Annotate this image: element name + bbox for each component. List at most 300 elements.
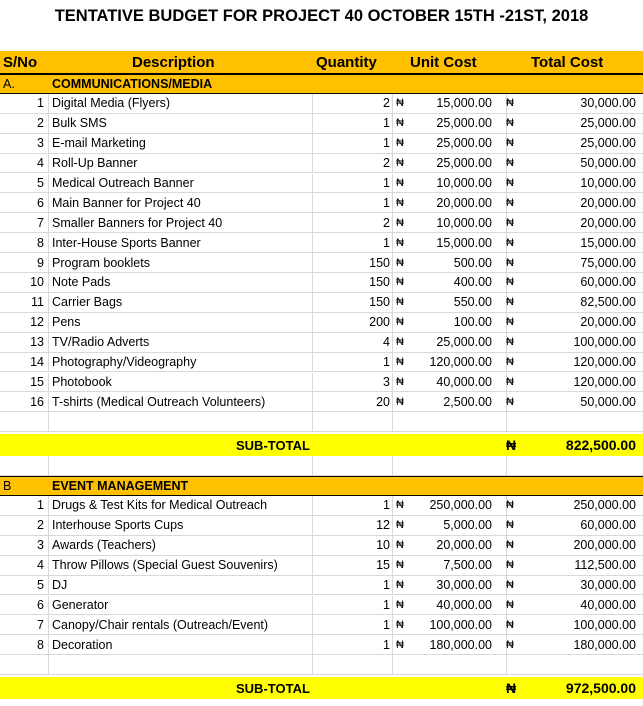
grid-line: [392, 273, 393, 292]
grid-line: [392, 213, 393, 232]
cell-total-cost[interactable]: 10,000.00: [580, 175, 636, 190]
table-row: [0, 293, 643, 313]
grid-line: [312, 174, 313, 193]
grid-line: [392, 333, 393, 352]
grid-line: [312, 233, 313, 252]
grid-line: [48, 412, 49, 431]
cell-unit-cost[interactable]: 25,000.00: [436, 116, 492, 131]
table-row: [0, 353, 643, 373]
currency-symbol: ₦: [506, 97, 514, 110]
currency-symbol: ₦: [396, 216, 404, 229]
grid-line: [48, 536, 49, 555]
cell-unit-cost[interactable]: 180,000.00: [429, 637, 492, 652]
cell-quantity[interactable]: 150: [369, 295, 390, 310]
grid-line: [48, 114, 49, 133]
cell-sno[interactable]: 2: [37, 518, 44, 533]
currency-symbol: ₦: [396, 618, 404, 631]
cell-total-cost[interactable]: 100,000.00: [573, 617, 636, 632]
section-header-row: [0, 476, 643, 496]
grid-line: [312, 193, 313, 212]
cell-total-cost[interactable]: 75,000.00: [580, 255, 636, 270]
cell-sno[interactable]: 14: [30, 355, 44, 370]
currency-symbol: ₦: [396, 157, 404, 170]
currency-symbol: ₦: [506, 196, 514, 209]
grid-line: [48, 174, 49, 193]
currency-symbol: ₦: [396, 375, 404, 388]
grid-line: [48, 233, 49, 252]
grid-line: [312, 655, 313, 674]
currency-symbol: ₦: [396, 395, 404, 408]
cell-quantity[interactable]: 1: [383, 355, 390, 370]
cell-quantity[interactable]: 1: [383, 637, 390, 652]
grid-line: [506, 456, 507, 475]
cell-total-cost[interactable]: 60,000.00: [580, 518, 636, 533]
currency-symbol: ₦: [506, 316, 514, 329]
grid-line: [312, 516, 313, 535]
subtotal-row: [0, 677, 643, 699]
cell-description[interactable]: Canopy/Chair rentals (Outreach/Event): [52, 617, 269, 632]
cell-sno[interactable]: 7: [37, 617, 44, 632]
currency-symbol: ₦: [396, 598, 404, 611]
grid-line: [312, 94, 313, 113]
table-row: [0, 373, 643, 393]
table-row: [0, 94, 643, 114]
grid-line: [312, 353, 313, 372]
grid-line: [392, 516, 393, 535]
cell-unit-cost[interactable]: 100.00: [453, 315, 492, 330]
currency-symbol: ₦: [506, 236, 514, 249]
grid-line: [312, 635, 313, 654]
grid-line: [48, 615, 49, 634]
currency-symbol: ₦: [506, 519, 514, 532]
cell-total-cost[interactable]: 20,000.00: [580, 195, 636, 210]
cell-sno[interactable]: 5: [37, 578, 44, 593]
cell-total-cost[interactable]: 82,500.00: [580, 295, 636, 310]
cell-description[interactable]: Photography/Videography: [52, 355, 197, 370]
grid-line: [392, 313, 393, 332]
grid-line: [392, 412, 393, 431]
grid-line: [312, 114, 313, 133]
table-row: [0, 576, 643, 596]
table-row: [0, 233, 643, 253]
cell-total-cost[interactable]: 15,000.00: [580, 235, 636, 250]
currency-symbol: ₦: [396, 539, 404, 552]
cell-sno[interactable]: 10: [30, 275, 44, 290]
table-row: [0, 536, 643, 556]
grid-line: [48, 373, 49, 392]
cell-unit-cost[interactable]: 20,000.00: [436, 538, 492, 553]
cell-total-cost[interactable]: 120,000.00: [573, 355, 636, 370]
cell-total-cost[interactable]: 250,000.00: [573, 498, 636, 513]
grid-line: [48, 213, 49, 232]
currency-symbol: ₦: [506, 296, 514, 309]
cell-total-cost[interactable]: 30,000.00: [580, 96, 636, 111]
grid-line: [48, 456, 49, 475]
cell-unit-cost[interactable]: 7,500.00: [443, 558, 492, 573]
section-name[interactable]: COMMUNICATIONS/MEDIA: [52, 76, 213, 91]
cell-unit-cost[interactable]: 40,000.00: [436, 374, 492, 389]
cell-unit-cost[interactable]: 250,000.00: [429, 498, 492, 513]
cell-quantity[interactable]: 12: [376, 518, 390, 533]
table-row: [0, 333, 643, 353]
grid-line: [312, 273, 313, 292]
cell-total-cost[interactable]: 180,000.00: [573, 637, 636, 652]
grid-line: [48, 193, 49, 212]
cell-sno[interactable]: 5: [37, 175, 44, 190]
currency-symbol: ₦: [506, 256, 514, 269]
grid-line: [312, 412, 313, 431]
cell-sno[interactable]: 4: [37, 156, 44, 171]
cell-sno[interactable]: 11: [31, 295, 44, 310]
cell-unit-cost[interactable]: 15,000.00: [436, 96, 492, 111]
cell-sno[interactable]: 16: [30, 394, 44, 409]
cell-total-cost[interactable]: 60,000.00: [580, 275, 636, 290]
grid-line: [48, 576, 49, 595]
currency-symbol: ₦: [396, 519, 404, 532]
cell-unit-cost[interactable]: 500.00: [453, 255, 492, 270]
currency-symbol: ₦: [396, 296, 404, 309]
cell-unit-cost[interactable]: 2,500.00: [443, 394, 492, 409]
grid-line: [48, 556, 49, 575]
grid-line: [392, 655, 393, 674]
grid-line: [48, 655, 49, 674]
cell-unit-cost[interactable]: 400.00: [453, 275, 492, 290]
currency-symbol: ₦: [506, 598, 514, 611]
currency-symbol: ₦: [506, 437, 517, 454]
cell-sno[interactable]: 7: [37, 215, 44, 230]
grid-line: [392, 233, 393, 252]
grid-line: [392, 114, 393, 133]
grid-line: [392, 615, 393, 634]
currency-symbol: ₦: [396, 638, 404, 651]
grid-line: [48, 496, 49, 515]
currency-symbol: ₦: [506, 499, 514, 512]
grid-line: [392, 373, 393, 392]
grid-line: [312, 456, 313, 475]
currency-symbol: ₦: [396, 256, 404, 269]
grid-line: [506, 655, 507, 674]
cell-description[interactable]: Interhouse Sports Cups: [52, 518, 184, 533]
subtotal-value[interactable]: 822,500.00: [565, 437, 636, 454]
currency-symbol: ₦: [506, 117, 514, 130]
cell-description[interactable]: Medical Outreach Banner: [52, 175, 194, 190]
header-description[interactable]: Description: [132, 53, 215, 71]
grid-line: [392, 576, 393, 595]
currency-symbol: ₦: [396, 499, 404, 512]
grid-line: [48, 333, 49, 352]
cell-unit-cost[interactable]: 100,000.00: [429, 617, 492, 632]
cell-description[interactable]: TV/Radio Adverts: [52, 335, 150, 350]
grid-line: [312, 536, 313, 555]
table-row: [0, 253, 643, 273]
currency-symbol: ₦: [506, 579, 514, 592]
cell-description[interactable]: Photobook: [52, 374, 112, 389]
cell-quantity[interactable]: 2: [383, 96, 390, 111]
grid-line: [48, 134, 49, 153]
cell-total-cost[interactable]: 40,000.00: [580, 597, 636, 612]
cell-unit-cost[interactable]: 25,000.00: [436, 156, 492, 171]
cell-sno[interactable]: 13: [30, 335, 44, 350]
grid-line: [48, 392, 49, 411]
grid-line: [48, 596, 49, 615]
cell-quantity[interactable]: 4: [383, 335, 390, 350]
cell-description[interactable]: Inter-House Sports Banner: [52, 235, 201, 250]
cell-sno[interactable]: 2: [37, 116, 44, 131]
cell-sno[interactable]: 4: [37, 558, 44, 573]
currency-symbol: ₦: [506, 638, 514, 651]
cell-quantity[interactable]: 2: [383, 156, 390, 171]
grid-line: [392, 253, 393, 272]
grid-line: [506, 412, 507, 431]
cell-unit-cost[interactable]: 550.00: [453, 295, 492, 310]
cell-sno[interactable]: 8: [37, 637, 44, 652]
header-quantity[interactable]: Quantity: [316, 53, 377, 71]
table-row: [0, 213, 643, 233]
grid-line: [312, 134, 313, 153]
grid-line: [312, 373, 313, 392]
header-unit-cost[interactable]: Unit Cost: [410, 53, 477, 71]
cell-sno[interactable]: 1: [37, 498, 44, 513]
cell-quantity[interactable]: 1: [383, 116, 390, 131]
cell-unit-cost[interactable]: 5,000.00: [443, 518, 492, 533]
page-title: TENTATIVE BUDGET FOR PROJECT 40 OCTOBER 15TH -21ST, 2018: [54, 7, 589, 25]
cell-total-cost[interactable]: 25,000.00: [580, 116, 636, 131]
section-header-row: [0, 74, 643, 94]
grid-line: [392, 174, 393, 193]
section-code[interactable]: A.: [3, 76, 15, 91]
currency-symbol: ₦: [506, 336, 514, 349]
grid-line: [312, 576, 313, 595]
currency-symbol: ₦: [506, 539, 514, 552]
cell-sno[interactable]: 8: [37, 235, 44, 250]
cell-description[interactable]: Main Banner for Project 40: [52, 195, 201, 210]
table-row: [0, 273, 643, 293]
cell-total-cost[interactable]: 20,000.00: [580, 315, 636, 330]
grid-line: [48, 293, 49, 312]
cell-unit-cost[interactable]: 25,000.00: [436, 335, 492, 350]
cell-sno[interactable]: 3: [37, 136, 44, 151]
grid-line: [48, 313, 49, 332]
table-row: [0, 193, 643, 213]
currency-symbol: ₦: [506, 375, 514, 388]
grid-line: [392, 392, 393, 411]
cell-quantity[interactable]: 1: [383, 175, 390, 190]
cell-unit-cost[interactable]: 120,000.00: [429, 355, 492, 370]
currency-symbol: ₦: [506, 559, 514, 572]
cell-total-cost[interactable]: 25,000.00: [580, 136, 636, 151]
subtotal-row: [0, 434, 643, 456]
grid-line: [392, 94, 393, 113]
cell-unit-cost[interactable]: 20,000.00: [436, 195, 492, 210]
cell-quantity[interactable]: 1: [383, 498, 390, 513]
cell-total-cost[interactable]: 50,000.00: [580, 156, 636, 171]
table-row: [0, 516, 643, 536]
spacer-row: [0, 412, 643, 432]
grid-line: [392, 635, 393, 654]
currency-symbol: ₦: [506, 216, 514, 229]
table-row: [0, 496, 643, 516]
currency-symbol: ₦: [506, 276, 514, 289]
table-row: [0, 174, 643, 194]
currency-symbol: ₦: [396, 559, 404, 572]
currency-symbol: ₦: [396, 236, 404, 249]
cell-description[interactable]: Drugs & Test Kits for Medical Outreach: [52, 498, 268, 513]
currency-symbol: ₦: [396, 336, 404, 349]
cell-quantity[interactable]: 2: [383, 215, 390, 230]
header-total-cost[interactable]: Total Cost: [531, 53, 604, 71]
cell-total-cost[interactable]: 120,000.00: [573, 374, 636, 389]
grid-line: [392, 193, 393, 212]
grid-line: [392, 536, 393, 555]
grid-line: [312, 213, 313, 232]
section-name[interactable]: EVENT MANAGEMENT: [52, 479, 189, 494]
table-row: [0, 596, 643, 616]
grid-line: [392, 596, 393, 615]
cell-description[interactable]: Awards (Teachers): [52, 538, 156, 553]
cell-unit-cost[interactable]: 10,000.00: [436, 215, 492, 230]
grid-line: [392, 456, 393, 475]
cell-quantity[interactable]: 1: [383, 136, 390, 151]
grid-line: [392, 134, 393, 153]
grid-line: [312, 596, 313, 615]
subtotal-label[interactable]: SUB-TOTAL: [236, 680, 310, 696]
cell-description[interactable]: DJ: [52, 578, 68, 593]
cell-sno[interactable]: 1: [37, 96, 44, 111]
grid-line: [392, 154, 393, 173]
grid-line: [48, 516, 49, 535]
table-row: [0, 134, 643, 154]
grid-line: [392, 556, 393, 575]
grid-line: [312, 293, 313, 312]
cell-description[interactable]: Throw Pillows (Special Guest Souvenirs): [52, 558, 278, 573]
subtotal-label[interactable]: SUB-TOTAL: [236, 437, 310, 453]
cell-quantity[interactable]: 1: [383, 617, 390, 632]
table-row: [0, 556, 643, 576]
cell-sno[interactable]: 3: [37, 538, 44, 553]
cell-description[interactable]: Carrier Bags: [52, 295, 123, 310]
cell-total-cost[interactable]: 112,500.00: [574, 558, 636, 573]
currency-symbol: ₦: [506, 137, 514, 150]
cell-description[interactable]: Pens: [52, 315, 81, 330]
table-row: [0, 114, 643, 134]
table-row: [0, 615, 643, 635]
currency-symbol: ₦: [506, 680, 517, 697]
currency-symbol: ₦: [396, 316, 404, 329]
cell-description[interactable]: Digital Media (Flyers): [52, 96, 171, 111]
cell-sno[interactable]: 15: [30, 374, 44, 389]
section-code[interactable]: B: [3, 479, 12, 494]
currency-symbol: ₦: [396, 356, 404, 369]
grid-line: [312, 392, 313, 411]
cell-sno[interactable]: 9: [37, 255, 44, 270]
grid-line: [312, 615, 313, 634]
currency-symbol: ₦: [506, 356, 514, 369]
cell-unit-cost[interactable]: 10,000.00: [436, 175, 492, 190]
currency-symbol: ₦: [396, 117, 404, 130]
cell-quantity[interactable]: 1: [383, 597, 390, 612]
grid-line: [312, 556, 313, 575]
table-row: [0, 635, 643, 655]
cell-quantity[interactable]: 10: [376, 538, 390, 553]
currency-symbol: ₦: [506, 176, 514, 189]
cell-description[interactable]: Roll-Up Banner: [52, 156, 138, 171]
header-row: [0, 51, 643, 74]
cell-quantity[interactable]: 20: [376, 394, 390, 409]
cell-total-cost[interactable]: 30,000.00: [580, 578, 636, 593]
table-row: [0, 154, 643, 174]
cell-description[interactable]: E-mail Marketing: [52, 136, 146, 151]
grid-line: [312, 496, 313, 515]
cell-sno[interactable]: 6: [37, 195, 44, 210]
currency-symbol: ₦: [396, 579, 404, 592]
cell-unit-cost[interactable]: 15,000.00: [436, 235, 492, 250]
currency-symbol: ₦: [396, 137, 404, 150]
cell-quantity[interactable]: 150: [369, 275, 390, 290]
cell-total-cost[interactable]: 50,000.00: [580, 394, 636, 409]
grid-line: [312, 154, 313, 173]
header-sno[interactable]: S/No: [3, 53, 38, 71]
grid-line: [48, 253, 49, 272]
cell-quantity[interactable]: 1: [383, 195, 390, 210]
cell-quantity[interactable]: 150: [369, 255, 390, 270]
table-row: [0, 313, 643, 333]
currency-symbol: ₦: [506, 395, 514, 408]
table-row: [0, 392, 643, 412]
currency-symbol: ₦: [506, 618, 514, 631]
cell-description[interactable]: Bulk SMS: [52, 116, 107, 131]
cell-quantity[interactable]: 1: [383, 578, 390, 593]
grid-line: [48, 635, 49, 654]
grid-line: [392, 353, 393, 372]
grid-line: [312, 253, 313, 272]
currency-symbol: ₦: [396, 97, 404, 110]
cell-description[interactable]: Generator: [52, 597, 109, 612]
cell-quantity[interactable]: 3: [383, 374, 390, 389]
grid-line: [48, 353, 49, 372]
spacer-row: [0, 456, 643, 476]
cell-quantity[interactable]: 1: [383, 235, 390, 250]
cell-description[interactable]: Note Pads: [52, 275, 111, 290]
cell-description[interactable]: Program booklets: [52, 255, 150, 270]
currency-symbol: ₦: [506, 157, 514, 170]
currency-symbol: ₦: [396, 176, 404, 189]
grid-line: [392, 293, 393, 312]
cell-quantity[interactable]: 15: [376, 558, 390, 573]
currency-symbol: ₦: [396, 276, 404, 289]
cell-sno[interactable]: 6: [37, 597, 44, 612]
currency-symbol: ₦: [396, 196, 404, 209]
subtotal-value[interactable]: 972,500.00: [565, 680, 636, 697]
spacer-row: [0, 655, 643, 675]
grid-line: [392, 496, 393, 515]
grid-line: [48, 273, 49, 292]
cell-total-cost[interactable]: 100,000.00: [573, 335, 636, 350]
cell-total-cost[interactable]: 20,000.00: [580, 215, 636, 230]
grid-line: [312, 333, 313, 352]
grid-line: [48, 94, 49, 113]
cell-description[interactable]: T-shirts (Medical Outreach Volunteers): [52, 394, 266, 409]
cell-unit-cost[interactable]: 30,000.00: [436, 578, 492, 593]
cell-description[interactable]: Smaller Banners for Project 40: [52, 215, 223, 230]
grid-line: [312, 313, 313, 332]
cell-sno[interactable]: 12: [30, 315, 44, 330]
cell-quantity[interactable]: 200: [369, 315, 390, 330]
cell-unit-cost[interactable]: 25,000.00: [436, 136, 492, 151]
cell-description[interactable]: Decoration: [52, 637, 113, 652]
grid-line: [48, 154, 49, 173]
cell-unit-cost[interactable]: 40,000.00: [436, 597, 492, 612]
cell-total-cost[interactable]: 200,000.00: [573, 538, 636, 553]
